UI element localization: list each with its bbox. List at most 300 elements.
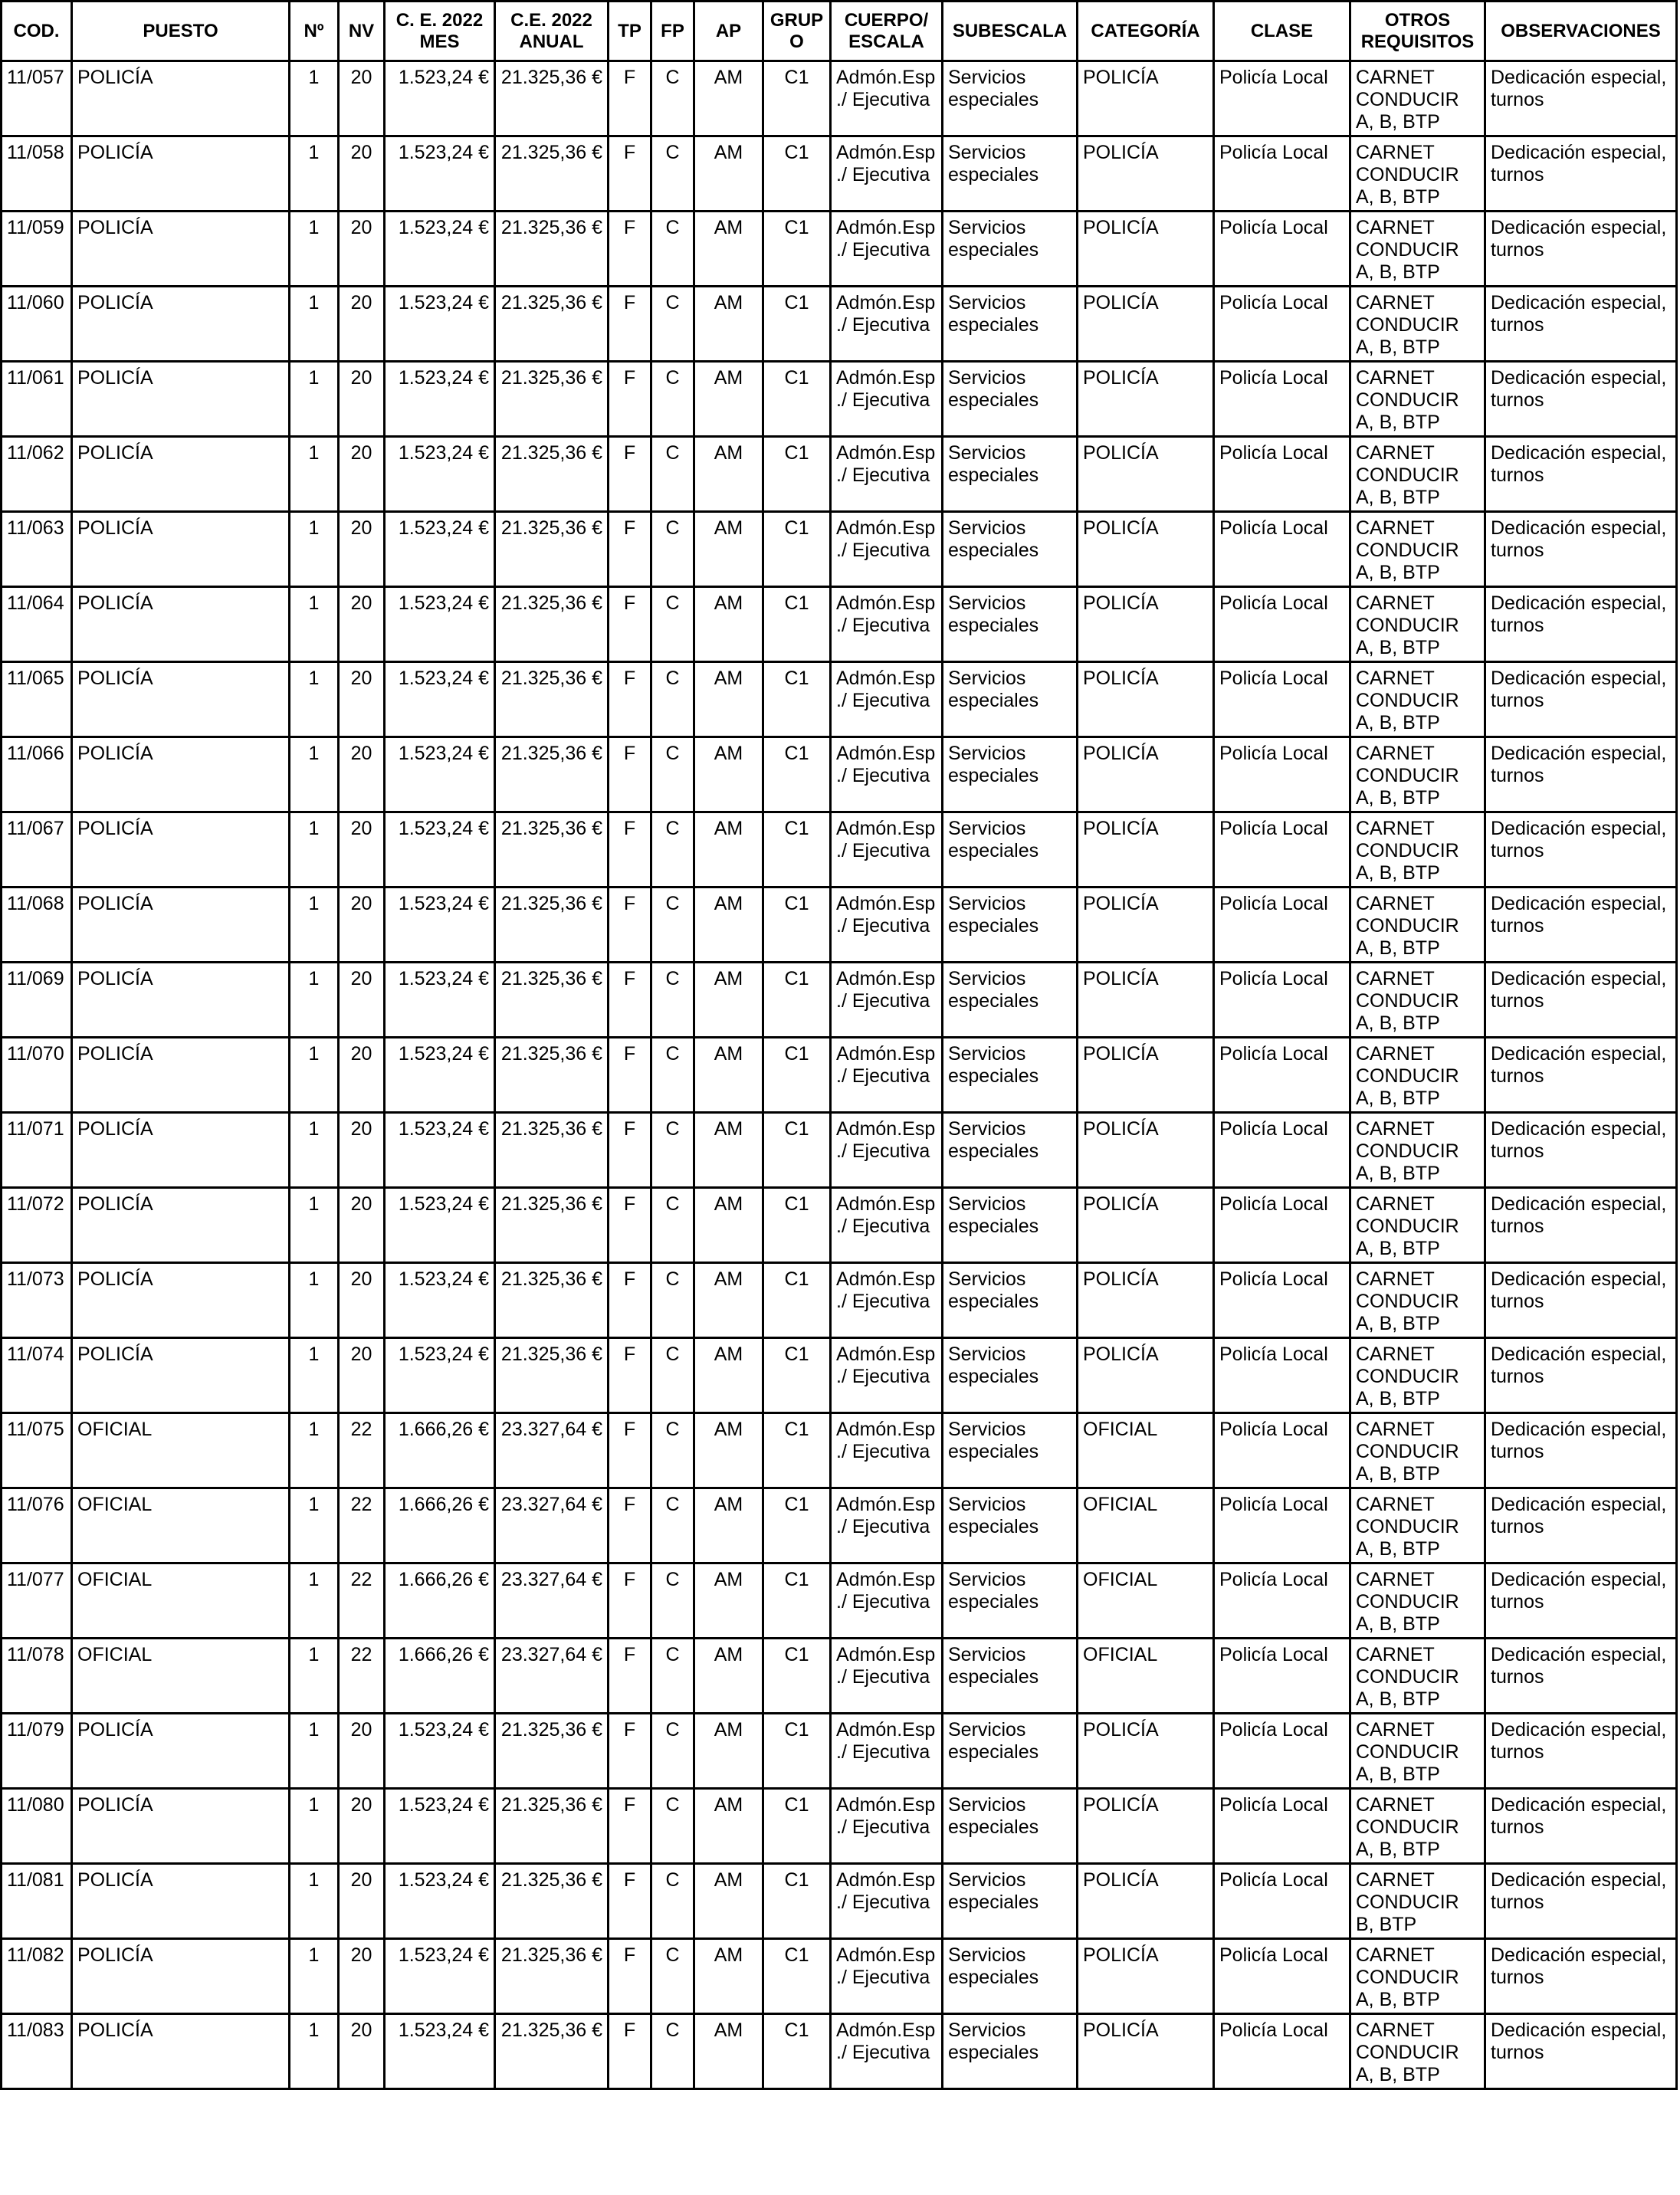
- cell-clase: Policía Local: [1214, 512, 1350, 587]
- cell-otros: CARNET CONDUCIR A, B, BTP: [1350, 2014, 1485, 2089]
- cell-fp: C: [651, 61, 694, 136]
- cell-nv: 20: [339, 512, 385, 587]
- cell-tp: F: [609, 812, 651, 888]
- cell-clase: Policía Local: [1214, 1413, 1350, 1488]
- cell-ap: AM: [694, 1714, 763, 1789]
- cell-tp: F: [609, 136, 651, 212]
- cell-categoria: POLICÍA: [1078, 1263, 1214, 1338]
- cell-ce-anual: 21.325,36 €: [495, 1113, 609, 1188]
- table-row: [2, 1338, 1677, 1413]
- cell-cuerpo: Admón.Esp ./ Ejecutiva: [831, 2014, 943, 2089]
- table-row: [2, 1714, 1677, 1789]
- cell-grupo: C1: [763, 737, 831, 812]
- header-nv: NV: [339, 2, 385, 61]
- cell-categoria: POLICÍA: [1078, 1789, 1214, 1864]
- cell-categoria: POLICÍA: [1078, 512, 1214, 587]
- cell-ce-anual: 21.325,36 €: [495, 287, 609, 362]
- table-row: [2, 1188, 1677, 1263]
- cell-fp: C: [651, 362, 694, 437]
- cell-clase: Policía Local: [1214, 662, 1350, 737]
- cell-puesto: POLICÍA: [72, 362, 290, 437]
- cell-ce-anual: 21.325,36 €: [495, 136, 609, 212]
- cell-n: 1: [290, 1639, 339, 1714]
- cell-cuerpo: Admón.Esp ./ Ejecutiva: [831, 61, 943, 136]
- cell-fp: C: [651, 1789, 694, 1864]
- cell-ap: AM: [694, 1864, 763, 1939]
- cell-ce-anual: 21.325,36 €: [495, 812, 609, 888]
- header-cuerpo: CUERPO/ ESCALA: [831, 2, 943, 61]
- cell-nv: 20: [339, 888, 385, 963]
- cell-cod: 11/079: [2, 1714, 72, 1789]
- cell-grupo: C1: [763, 1338, 831, 1413]
- cell-cuerpo: Admón.Esp ./ Ejecutiva: [831, 1263, 943, 1338]
- cell-ce-anual: 21.325,36 €: [495, 963, 609, 1038]
- cell-n: 1: [290, 362, 339, 437]
- cell-puesto: POLICÍA: [72, 1188, 290, 1263]
- table-row: [2, 1488, 1677, 1563]
- cell-otros: CARNET CONDUCIR A, B, BTP: [1350, 1639, 1485, 1714]
- header-fp: FP: [651, 2, 694, 61]
- table-row: [2, 1864, 1677, 1939]
- cell-nv: 20: [339, 362, 385, 437]
- cell-subescala: Servicios especiales: [943, 1563, 1078, 1639]
- cell-clase: Policía Local: [1214, 1639, 1350, 1714]
- cell-cod: 11/060: [2, 287, 72, 362]
- cell-categoria: POLICÍA: [1078, 1939, 1214, 2014]
- cell-subescala: Servicios especiales: [943, 662, 1078, 737]
- cell-nv: 20: [339, 212, 385, 287]
- cell-puesto: OFICIAL: [72, 1413, 290, 1488]
- cell-cod: 11/062: [2, 437, 72, 512]
- cell-fp: C: [651, 963, 694, 1038]
- cell-otros: CARNET CONDUCIR A, B, BTP: [1350, 737, 1485, 812]
- cell-obs: Dedicación especial, turnos: [1485, 362, 1677, 437]
- cell-tp: F: [609, 888, 651, 963]
- cell-subescala: Servicios especiales: [943, 587, 1078, 662]
- cell-cod: 11/067: [2, 812, 72, 888]
- cell-puesto: POLICÍA: [72, 1338, 290, 1413]
- cell-cuerpo: Admón.Esp ./ Ejecutiva: [831, 1864, 943, 1939]
- cell-grupo: C1: [763, 662, 831, 737]
- cell-ap: AM: [694, 737, 763, 812]
- cell-categoria: POLICÍA: [1078, 1864, 1214, 1939]
- cell-ap: AM: [694, 1038, 763, 1113]
- cell-otros: CARNET CONDUCIR A, B, BTP: [1350, 1263, 1485, 1338]
- cell-ap: AM: [694, 1639, 763, 1714]
- cell-cod: 11/074: [2, 1338, 72, 1413]
- cell-tp: F: [609, 61, 651, 136]
- cell-cuerpo: Admón.Esp ./ Ejecutiva: [831, 212, 943, 287]
- cell-ce-mes: 1.666,26 €: [385, 1563, 495, 1639]
- cell-cod: 11/078: [2, 1639, 72, 1714]
- cell-fp: C: [651, 1488, 694, 1563]
- cell-ce-anual: 23.327,64 €: [495, 1488, 609, 1563]
- cell-subescala: Servicios especiales: [943, 61, 1078, 136]
- cell-cuerpo: Admón.Esp ./ Ejecutiva: [831, 1939, 943, 2014]
- cell-ap: AM: [694, 512, 763, 587]
- cell-ap: AM: [694, 963, 763, 1038]
- cell-tp: F: [609, 1864, 651, 1939]
- cell-puesto: POLICÍA: [72, 1864, 290, 1939]
- cell-ap: AM: [694, 1188, 763, 1263]
- cell-ce-anual: 21.325,36 €: [495, 1263, 609, 1338]
- cell-n: 1: [290, 512, 339, 587]
- cell-fp: C: [651, 1413, 694, 1488]
- cell-puesto: POLICÍA: [72, 1789, 290, 1864]
- cell-ce-anual: 21.325,36 €: [495, 1714, 609, 1789]
- cell-clase: Policía Local: [1214, 1038, 1350, 1113]
- cell-subescala: Servicios especiales: [943, 2014, 1078, 2089]
- cell-otros: CARNET CONDUCIR A, B, BTP: [1350, 662, 1485, 737]
- cell-subescala: Servicios especiales: [943, 1714, 1078, 1789]
- cell-otros: CARNET CONDUCIR A, B, BTP: [1350, 287, 1485, 362]
- cell-ce-anual: 21.325,36 €: [495, 1939, 609, 2014]
- header-ap: AP: [694, 2, 763, 61]
- cell-cuerpo: Admón.Esp ./ Ejecutiva: [831, 512, 943, 587]
- cell-ap: AM: [694, 212, 763, 287]
- cell-puesto: POLICÍA: [72, 662, 290, 737]
- cell-clase: Policía Local: [1214, 1263, 1350, 1338]
- cell-puesto: POLICÍA: [72, 812, 290, 888]
- cell-tp: F: [609, 1338, 651, 1413]
- cell-ap: AM: [694, 1563, 763, 1639]
- cell-nv: 22: [339, 1563, 385, 1639]
- cell-ce-mes: 1.523,24 €: [385, 1864, 495, 1939]
- cell-ap: AM: [694, 61, 763, 136]
- cell-ce-mes: 1.523,24 €: [385, 1789, 495, 1864]
- cell-puesto: POLICÍA: [72, 1038, 290, 1113]
- table-row: [2, 212, 1677, 287]
- cell-nv: 20: [339, 136, 385, 212]
- cell-cod: 11/080: [2, 1789, 72, 1864]
- cell-puesto: OFICIAL: [72, 1639, 290, 1714]
- cell-subescala: Servicios especiales: [943, 362, 1078, 437]
- cell-subescala: Servicios especiales: [943, 1864, 1078, 1939]
- cell-fp: C: [651, 812, 694, 888]
- cell-cuerpo: Admón.Esp ./ Ejecutiva: [831, 136, 943, 212]
- cell-ce-mes: 1.666,26 €: [385, 1488, 495, 1563]
- cell-tp: F: [609, 1113, 651, 1188]
- cell-ce-anual: 21.325,36 €: [495, 888, 609, 963]
- cell-tp: F: [609, 512, 651, 587]
- cell-tp: F: [609, 362, 651, 437]
- cell-obs: Dedicación especial, turnos: [1485, 1639, 1677, 1714]
- cell-obs: Dedicación especial, turnos: [1485, 61, 1677, 136]
- header-ce-mes: C. E. 2022 MES: [385, 2, 495, 61]
- cell-cuerpo: Admón.Esp ./ Ejecutiva: [831, 1413, 943, 1488]
- cell-ap: AM: [694, 888, 763, 963]
- cell-ce-anual: 21.325,36 €: [495, 61, 609, 136]
- cell-nv: 20: [339, 2014, 385, 2089]
- cell-grupo: C1: [763, 1413, 831, 1488]
- cell-grupo: C1: [763, 287, 831, 362]
- cell-ce-mes: 1.666,26 €: [385, 1639, 495, 1714]
- cell-ce-anual: 21.325,36 €: [495, 512, 609, 587]
- cell-n: 1: [290, 1939, 339, 2014]
- cell-n: 1: [290, 2014, 339, 2089]
- cell-fp: C: [651, 1864, 694, 1939]
- cell-cuerpo: Admón.Esp ./ Ejecutiva: [831, 1113, 943, 1188]
- cell-otros: CARNET CONDUCIR A, B, BTP: [1350, 61, 1485, 136]
- table-row: [2, 737, 1677, 812]
- cell-ce-anual: 21.325,36 €: [495, 437, 609, 512]
- cell-otros: CARNET CONDUCIR A, B, BTP: [1350, 512, 1485, 587]
- cell-grupo: C1: [763, 512, 831, 587]
- cell-nv: 20: [339, 1789, 385, 1864]
- cell-tp: F: [609, 287, 651, 362]
- cell-fp: C: [651, 1563, 694, 1639]
- cell-clase: Policía Local: [1214, 737, 1350, 812]
- cell-nv: 20: [339, 737, 385, 812]
- table-body: [2, 61, 1677, 2089]
- cell-grupo: C1: [763, 1639, 831, 1714]
- cell-fp: C: [651, 1038, 694, 1113]
- cell-puesto: POLICÍA: [72, 512, 290, 587]
- cell-ce-mes: 1.523,24 €: [385, 212, 495, 287]
- cell-cod: 11/075: [2, 1413, 72, 1488]
- cell-puesto: POLICÍA: [72, 587, 290, 662]
- cell-clase: Policía Local: [1214, 888, 1350, 963]
- cell-clase: Policía Local: [1214, 437, 1350, 512]
- cell-puesto: POLICÍA: [72, 212, 290, 287]
- cell-obs: Dedicación especial, turnos: [1485, 1488, 1677, 1563]
- cell-obs: Dedicación especial, turnos: [1485, 1413, 1677, 1488]
- cell-ce-anual: 21.325,36 €: [495, 662, 609, 737]
- cell-subescala: Servicios especiales: [943, 888, 1078, 963]
- cell-subescala: Servicios especiales: [943, 136, 1078, 212]
- cell-tp: F: [609, 437, 651, 512]
- cell-categoria: POLICÍA: [1078, 1714, 1214, 1789]
- cell-n: 1: [290, 61, 339, 136]
- header-n: Nº: [290, 2, 339, 61]
- cell-obs: Dedicación especial, turnos: [1485, 737, 1677, 812]
- cell-grupo: C1: [763, 61, 831, 136]
- cell-puesto: OFICIAL: [72, 1563, 290, 1639]
- cell-obs: Dedicación especial, turnos: [1485, 1563, 1677, 1639]
- cell-n: 1: [290, 212, 339, 287]
- cell-tp: F: [609, 1188, 651, 1263]
- cell-categoria: POLICÍA: [1078, 61, 1214, 136]
- cell-fp: C: [651, 737, 694, 812]
- header-clase: CLASE: [1214, 2, 1350, 61]
- table-row: [2, 963, 1677, 1038]
- table-row: [2, 1263, 1677, 1338]
- cell-cuerpo: Admón.Esp ./ Ejecutiva: [831, 812, 943, 888]
- header-subescala: SUBESCALA: [943, 2, 1078, 61]
- header-row: [2, 2, 1677, 61]
- header-puesto: PUESTO: [72, 2, 290, 61]
- cell-fp: C: [651, 136, 694, 212]
- cell-clase: Policía Local: [1214, 963, 1350, 1038]
- cell-categoria: POLICÍA: [1078, 1113, 1214, 1188]
- cell-otros: CARNET CONDUCIR A, B, BTP: [1350, 963, 1485, 1038]
- cell-categoria: OFICIAL: [1078, 1639, 1214, 1714]
- table-row: [2, 1413, 1677, 1488]
- cell-grupo: C1: [763, 1263, 831, 1338]
- cell-tp: F: [609, 1563, 651, 1639]
- cell-ce-mes: 1.523,24 €: [385, 2014, 495, 2089]
- cell-ap: AM: [694, 2014, 763, 2089]
- cell-cod: 11/069: [2, 963, 72, 1038]
- header-categoria: CATEGORÍA: [1078, 2, 1214, 61]
- cell-ap: AM: [694, 587, 763, 662]
- cell-ce-mes: 1.523,24 €: [385, 587, 495, 662]
- cell-ce-mes: 1.523,24 €: [385, 963, 495, 1038]
- cell-otros: CARNET CONDUCIR A, B, BTP: [1350, 1488, 1485, 1563]
- cell-puesto: POLICÍA: [72, 1113, 290, 1188]
- cell-otros: CARNET CONDUCIR A, B, BTP: [1350, 1113, 1485, 1188]
- table-row: [2, 287, 1677, 362]
- cell-n: 1: [290, 1188, 339, 1263]
- cell-obs: Dedicación especial, turnos: [1485, 1113, 1677, 1188]
- cell-otros: CARNET CONDUCIR A, B, BTP: [1350, 1038, 1485, 1113]
- cell-ce-mes: 1.666,26 €: [385, 1413, 495, 1488]
- table-row: [2, 512, 1677, 587]
- table-row: [2, 1639, 1677, 1714]
- cell-n: 1: [290, 1263, 339, 1338]
- cell-obs: Dedicación especial, turnos: [1485, 587, 1677, 662]
- cell-obs: Dedicación especial, turnos: [1485, 1714, 1677, 1789]
- cell-puesto: POLICÍA: [72, 1714, 290, 1789]
- cell-ap: AM: [694, 662, 763, 737]
- table-row: [2, 136, 1677, 212]
- cell-ce-anual: 23.327,64 €: [495, 1639, 609, 1714]
- cell-categoria: OFICIAL: [1078, 1563, 1214, 1639]
- cell-cuerpo: Admón.Esp ./ Ejecutiva: [831, 437, 943, 512]
- cell-cuerpo: Admón.Esp ./ Ejecutiva: [831, 1714, 943, 1789]
- cell-fp: C: [651, 1338, 694, 1413]
- cell-nv: 20: [339, 812, 385, 888]
- cell-cuerpo: Admón.Esp ./ Ejecutiva: [831, 1038, 943, 1113]
- cell-puesto: POLICÍA: [72, 888, 290, 963]
- cell-otros: CARNET CONDUCIR A, B, BTP: [1350, 437, 1485, 512]
- cell-grupo: C1: [763, 212, 831, 287]
- cell-ap: AM: [694, 1789, 763, 1864]
- cell-grupo: C1: [763, 136, 831, 212]
- cell-ap: AM: [694, 136, 763, 212]
- cell-n: 1: [290, 737, 339, 812]
- cell-n: 1: [290, 662, 339, 737]
- cell-n: 1: [290, 1864, 339, 1939]
- cell-categoria: POLICÍA: [1078, 2014, 1214, 2089]
- cell-nv: 22: [339, 1488, 385, 1563]
- cell-clase: Policía Local: [1214, 1789, 1350, 1864]
- cell-grupo: C1: [763, 437, 831, 512]
- cell-cod: 11/057: [2, 61, 72, 136]
- cell-obs: Dedicación especial, turnos: [1485, 963, 1677, 1038]
- cell-fp: C: [651, 1113, 694, 1188]
- cell-n: 1: [290, 587, 339, 662]
- cell-tp: F: [609, 1038, 651, 1113]
- cell-puesto: POLICÍA: [72, 2014, 290, 2089]
- cell-categoria: POLICÍA: [1078, 662, 1214, 737]
- cell-n: 1: [290, 437, 339, 512]
- cell-fp: C: [651, 212, 694, 287]
- cell-grupo: C1: [763, 1488, 831, 1563]
- cell-obs: Dedicación especial, turnos: [1485, 287, 1677, 362]
- cell-clase: Policía Local: [1214, 136, 1350, 212]
- cell-categoria: POLICÍA: [1078, 1188, 1214, 1263]
- cell-subescala: Servicios especiales: [943, 1188, 1078, 1263]
- cell-clase: Policía Local: [1214, 1188, 1350, 1263]
- cell-obs: Dedicación especial, turnos: [1485, 812, 1677, 888]
- cell-cod: 11/063: [2, 512, 72, 587]
- cell-obs: Dedicación especial, turnos: [1485, 1939, 1677, 2014]
- cell-puesto: POLICÍA: [72, 136, 290, 212]
- cell-ce-mes: 1.523,24 €: [385, 1714, 495, 1789]
- cell-clase: Policía Local: [1214, 362, 1350, 437]
- cell-subescala: Servicios especiales: [943, 737, 1078, 812]
- cell-clase: Policía Local: [1214, 1939, 1350, 2014]
- cell-obs: Dedicación especial, turnos: [1485, 512, 1677, 587]
- cell-otros: CARNET CONDUCIR A, B, BTP: [1350, 888, 1485, 963]
- cell-ce-mes: 1.523,24 €: [385, 437, 495, 512]
- table-row: [2, 1939, 1677, 2014]
- cell-ce-mes: 1.523,24 €: [385, 812, 495, 888]
- cell-cuerpo: Admón.Esp ./ Ejecutiva: [831, 1338, 943, 1413]
- cell-clase: Policía Local: [1214, 2014, 1350, 2089]
- cell-grupo: C1: [763, 1113, 831, 1188]
- cell-clase: Policía Local: [1214, 1864, 1350, 1939]
- cell-ap: AM: [694, 1113, 763, 1188]
- cell-n: 1: [290, 1338, 339, 1413]
- cell-grupo: C1: [763, 1864, 831, 1939]
- cell-categoria: POLICÍA: [1078, 888, 1214, 963]
- cell-nv: 20: [339, 1113, 385, 1188]
- cell-ce-mes: 1.523,24 €: [385, 1038, 495, 1113]
- cell-fp: C: [651, 1714, 694, 1789]
- header-otros: OTROS REQUISITOS: [1350, 2, 1485, 61]
- cell-cod: 11/070: [2, 1038, 72, 1113]
- cell-obs: Dedicación especial, turnos: [1485, 136, 1677, 212]
- cell-cuerpo: Admón.Esp ./ Ejecutiva: [831, 737, 943, 812]
- cell-puesto: POLICÍA: [72, 963, 290, 1038]
- cell-ce-mes: 1.523,24 €: [385, 1113, 495, 1188]
- cell-subescala: Servicios especiales: [943, 1263, 1078, 1338]
- cell-ce-anual: 21.325,36 €: [495, 1338, 609, 1413]
- cell-obs: Dedicación especial, turnos: [1485, 2014, 1677, 2089]
- cell-subescala: Servicios especiales: [943, 437, 1078, 512]
- cell-subescala: Servicios especiales: [943, 1639, 1078, 1714]
- cell-cod: 11/059: [2, 212, 72, 287]
- table-row: [2, 662, 1677, 737]
- table-row: [2, 587, 1677, 662]
- cell-cuerpo: Admón.Esp ./ Ejecutiva: [831, 1188, 943, 1263]
- cell-ce-mes: 1.523,24 €: [385, 1338, 495, 1413]
- table-row: [2, 362, 1677, 437]
- cell-categoria: POLICÍA: [1078, 963, 1214, 1038]
- cell-grupo: C1: [763, 888, 831, 963]
- cell-tp: F: [609, 1714, 651, 1789]
- cell-tp: F: [609, 1639, 651, 1714]
- cell-subescala: Servicios especiales: [943, 812, 1078, 888]
- cell-cuerpo: Admón.Esp ./ Ejecutiva: [831, 587, 943, 662]
- cell-otros: CARNET CONDUCIR A, B, BTP: [1350, 1338, 1485, 1413]
- cell-n: 1: [290, 888, 339, 963]
- cell-tp: F: [609, 1413, 651, 1488]
- cell-otros: CARNET CONDUCIR A, B, BTP: [1350, 1413, 1485, 1488]
- cell-grupo: C1: [763, 1714, 831, 1789]
- cell-cod: 11/066: [2, 737, 72, 812]
- cell-puesto: POLICÍA: [72, 737, 290, 812]
- cell-ce-anual: 21.325,36 €: [495, 587, 609, 662]
- cell-categoria: POLICÍA: [1078, 287, 1214, 362]
- cell-subescala: Servicios especiales: [943, 287, 1078, 362]
- cell-cod: 11/081: [2, 1864, 72, 1939]
- cell-ce-anual: 21.325,36 €: [495, 1789, 609, 1864]
- cell-subescala: Servicios especiales: [943, 1789, 1078, 1864]
- cell-nv: 20: [339, 1864, 385, 1939]
